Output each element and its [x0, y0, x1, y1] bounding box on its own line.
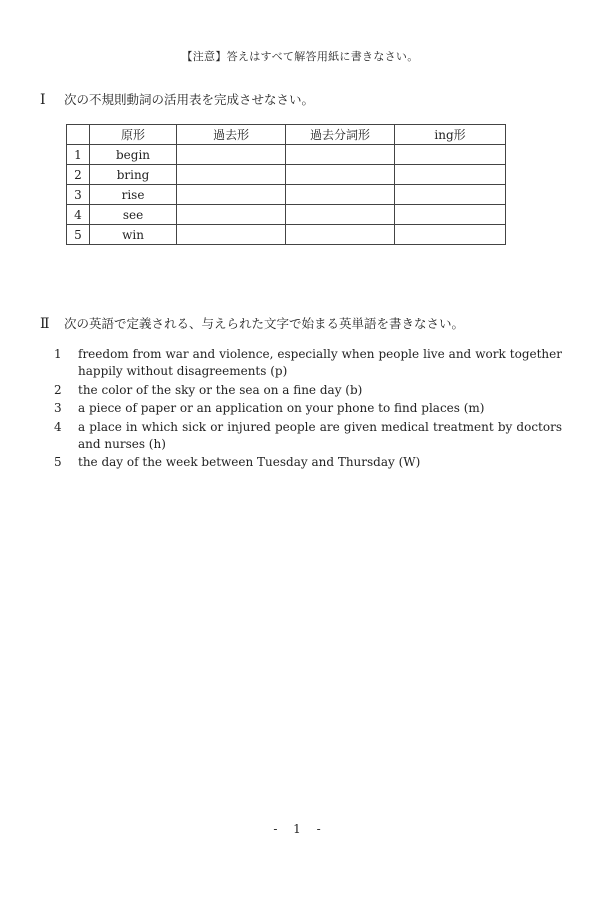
- past-participle-cell: [286, 165, 395, 185]
- table-row: [67, 225, 506, 245]
- item-number: 2: [54, 382, 62, 397]
- definition-list: [54, 346, 562, 473]
- ing-form-cell: [395, 205, 506, 225]
- ing-form-cell: [395, 185, 506, 205]
- item-text: the color of the sky or the sea on a fine day (b): [78, 382, 363, 397]
- list-item: [54, 382, 562, 399]
- table-row: [67, 205, 506, 225]
- item-number: 1: [54, 347, 62, 361]
- past-tense-cell: [177, 185, 286, 205]
- item-text: a piece of paper or an application on your phone to find places (m): [78, 401, 485, 415]
- section-1-heading: [40, 90, 314, 108]
- verb-conjugation-table: [66, 124, 506, 245]
- item-number: 4: [54, 419, 62, 434]
- header-number: [67, 125, 90, 145]
- item-number: 3: [54, 401, 62, 415]
- section-1-numeral: Ⅰ: [40, 92, 46, 108]
- past-participle-cell: [286, 225, 395, 245]
- header-ing-form: ing形: [395, 125, 506, 145]
- past-participle-cell: [286, 185, 395, 205]
- table-header-row: [67, 125, 506, 145]
- base-form-cell: see: [89, 205, 176, 225]
- row-number: 4: [67, 205, 90, 225]
- section-2-heading: [40, 314, 464, 332]
- past-tense-cell: [177, 205, 286, 225]
- base-form-cell: bring: [89, 165, 176, 185]
- list-item: [54, 419, 562, 453]
- table-row: [67, 145, 506, 165]
- past-participle-cell: [286, 205, 395, 225]
- row-number: 5: [67, 225, 90, 245]
- ing-form-cell: [395, 145, 506, 165]
- base-form-cell: rise: [89, 185, 176, 205]
- past-tense-cell: [177, 145, 286, 165]
- past-participle-cell: [286, 145, 395, 165]
- item-number: 5: [54, 455, 62, 469]
- exam-notice: 【注意】答えはすべて解答用紙に書きなさい。: [181, 50, 419, 63]
- row-number: 3: [67, 185, 90, 205]
- base-form-cell: win: [89, 225, 176, 245]
- table-row: [67, 165, 506, 185]
- item-text: freedom from war and violence, especially when people live and work together happily without disagreements (p): [78, 347, 562, 378]
- list-item: [54, 400, 562, 417]
- list-item: [54, 346, 562, 380]
- header-base-form: 原形: [89, 125, 176, 145]
- page-number: - 1 -: [273, 822, 327, 836]
- section-2-instruction: 次の英語で定義される、与えられた文字で始まる英単語を書きなさい。: [64, 316, 465, 331]
- past-tense-cell: [177, 165, 286, 185]
- section-1-instruction: 次の不規則動詞の活用表を完成させなさい。: [64, 92, 315, 107]
- section-2-numeral: Ⅱ: [40, 316, 50, 332]
- row-number: 2: [67, 165, 90, 185]
- table-row: [67, 185, 506, 205]
- header-past-tense: 過去形: [177, 125, 286, 145]
- item-text: a place in which sick or injured people are given medical treatment by doctors and nurses (h): [78, 419, 562, 451]
- item-text: the day of the week between Tuesday and Thursday (W): [78, 455, 421, 469]
- base-form-cell: begin: [89, 145, 176, 165]
- header-past-participle: 過去分詞形: [286, 125, 395, 145]
- row-number: 1: [67, 145, 90, 165]
- ing-form-cell: [395, 165, 506, 185]
- ing-form-cell: [395, 225, 506, 245]
- list-item: [54, 454, 562, 471]
- past-tense-cell: [177, 225, 286, 245]
